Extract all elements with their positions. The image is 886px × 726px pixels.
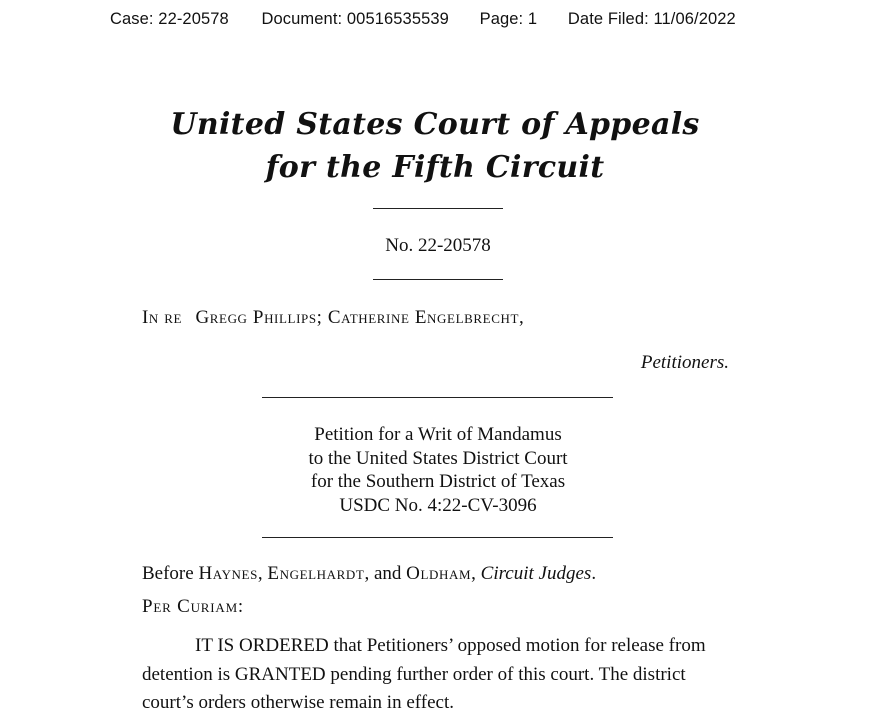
case-number: Case: 22-20578	[110, 10, 229, 28]
party-role: Petitioners.	[640, 352, 729, 373]
panel-line	[142, 563, 596, 585]
divider-rule	[373, 279, 503, 280]
order-text	[142, 632, 742, 718]
date-filed: Date Filed: 11/06/2022	[567, 10, 736, 28]
filing-header	[110, 10, 736, 29]
petition-line: Petition for a Writ of Mandamus	[314, 424, 562, 445]
court-title-line-2: for the Fifth Circuit	[265, 150, 605, 185]
caption-parties: Gregg Phillips; Catherine Engelbrecht,	[195, 307, 525, 328]
petition-description	[0, 423, 876, 517]
petition-line: for the Southern District of Texas	[310, 471, 566, 492]
order-line: court’s orders otherwise remain in effect.	[142, 692, 454, 713]
judge-name: Oldham	[406, 563, 472, 584]
divider-rule	[373, 208, 503, 209]
divider-rule	[262, 537, 613, 538]
panel-separator: ,	[471, 563, 481, 584]
panel-separator: ,	[257, 563, 268, 584]
petition-line: USDC No. 4:22-CV-3096	[339, 494, 537, 516]
panel-prefix: Before	[142, 563, 199, 584]
order-line: detention is GRANTED pending further order of this court. The district	[142, 663, 686, 685]
docket-number: No. 22-20578	[385, 235, 491, 256]
judge-name: Haynes	[198, 563, 258, 584]
petition-line: to the United States District Court	[308, 447, 568, 469]
panel-end: .	[591, 563, 597, 584]
page-number: Page: 1	[479, 10, 538, 28]
divider-rule	[262, 397, 613, 398]
judge-name: Engelhardt	[267, 563, 365, 584]
per-curiam: Per Curiam:	[142, 596, 245, 617]
panel-separator: , and	[364, 563, 407, 584]
order-line: IT IS ORDERED that Petitioners’ opposed motion for release from	[195, 635, 706, 656]
case-caption	[142, 307, 524, 329]
court-title-line-1: United States Court of Appeals	[170, 107, 700, 142]
document-number: Document: 00516535539	[261, 10, 449, 28]
judges-title: Circuit Judges	[480, 563, 592, 584]
caption-prefix: In re	[142, 307, 183, 328]
